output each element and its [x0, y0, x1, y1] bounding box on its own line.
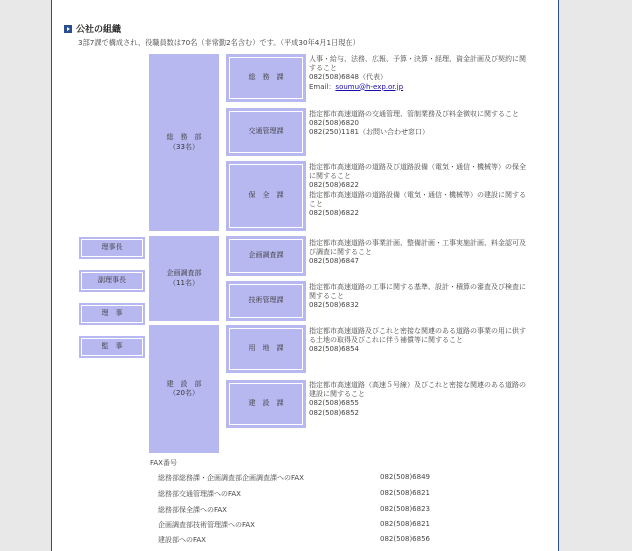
section-name: 技術管理課 — [248, 296, 284, 305]
phone-number: 082(508)6848（代表） — [309, 73, 387, 82]
phone-number: 082(508)6820 — [309, 119, 359, 128]
officer-label: 理事長 — [101, 243, 123, 252]
officer-box-vice-chairman — [79, 270, 145, 292]
email-label: Email： — [309, 82, 336, 91]
section-name: 保 全 課 — [248, 191, 284, 200]
section-description-construction — [309, 381, 527, 418]
section-heading — [64, 22, 121, 35]
heading-text: 公社の組織 — [76, 25, 122, 35]
email-line — [309, 83, 527, 92]
phone-number: 082(508)6832 — [309, 301, 359, 310]
section-name: 建 設 課 — [248, 399, 284, 408]
officer-label: 理 事 — [101, 309, 123, 318]
section-box-construction — [226, 380, 306, 428]
officer-box-auditor — [79, 336, 145, 358]
fax-title: FAX番号 — [150, 459, 177, 467]
department-box-construction — [149, 325, 219, 453]
department-name: 建 設 部 — [166, 379, 202, 388]
department-box-general-affairs — [149, 54, 219, 231]
phone-number: 082(508)6854 — [309, 345, 359, 354]
section-box-technical-management — [226, 281, 306, 321]
section-name: 総 務 課 — [248, 73, 284, 82]
section-description-traffic-management — [309, 110, 527, 138]
phone-number: 082(508)6852 — [309, 408, 359, 417]
section-description-general-affairs — [309, 55, 527, 92]
intro-text: 3部7課で構成され、役職員数は70名（非常勤2名含む）です。（平成30年4月1日現在） — [78, 38, 360, 47]
description-line: 人事・給与、法務、広報、予算・決算・経理、資金計画及び契約に関すること — [309, 55, 526, 73]
fax-label: 総務部交通管理課へのFAX — [158, 490, 241, 498]
officer-label: 監 事 — [101, 342, 123, 351]
section-box-maintenance — [226, 161, 306, 231]
fax-number: 082(508)6821 — [380, 489, 430, 497]
phone-number: 082(508)6822 — [309, 181, 359, 190]
fax-number: 082(508)6856 — [380, 535, 430, 543]
section-box-planning-survey — [226, 236, 306, 276]
description-line: 指定都市高速道路の事業計画、整備計画・工事実施計画、料金認可及び調査に関すること — [309, 239, 526, 257]
officer-box-director — [79, 303, 145, 325]
section-box-general-affairs — [226, 54, 306, 102]
fax-number: 082(508)6823 — [380, 505, 430, 513]
officer-box-chairman — [79, 237, 145, 259]
department-count: （11名） — [169, 278, 199, 287]
description-line: 指定都市高速道路（高速５号線）及びこれと密接な関連のある道路の建設に関すること — [309, 381, 526, 399]
section-name: 交通管理課 — [248, 127, 284, 136]
phone-number: 082(250)1181（お問い合わせ窓口） — [309, 128, 429, 137]
section-name: 用 地 課 — [248, 344, 284, 353]
description-line: 指定都市高速道路及びこれと密接な関連のある道路の事業の用に供する土地の取得及びこれに伴う補償等に関すること — [309, 327, 526, 345]
phone-number: 082(508)6855 — [309, 399, 359, 408]
section-description-technical-management — [309, 283, 527, 311]
section-name: 企画調査課 — [248, 251, 284, 260]
section-description-maintenance — [309, 163, 527, 218]
description-line: 指定都市高速道路の工事に関する基準、設計・積算の審査及び検査に関すること — [309, 283, 526, 301]
department-box-planning — [149, 236, 219, 321]
section-box-traffic-management — [226, 108, 306, 156]
description-line: 指定都市高速道路の交通管理、管制業務及び料金徴収に関すること — [309, 110, 519, 118]
fax-number: 082(508)6849 — [380, 473, 430, 481]
section-box-land — [226, 325, 306, 373]
section-description-planning-survey — [309, 239, 527, 267]
phone-number: 082(508)6847 — [309, 257, 359, 266]
department-name: 企画調査部 — [166, 269, 202, 278]
fax-label: 総務部保全課へのFAX — [158, 506, 227, 514]
officer-label: 副理事長 — [98, 276, 126, 285]
department-count: （33名） — [169, 142, 199, 151]
section-description-land — [309, 327, 527, 355]
email-link[interactable]: soumu@h-exp.or.jp — [335, 82, 404, 91]
fax-label: 企画調査部技術管理課へのFAX — [158, 521, 255, 529]
description-line: 指定都市高速道路の道路設備（電気・通信・機械等）の建設に関すること — [309, 190, 526, 208]
department-name: 総 務 部 — [166, 133, 202, 142]
arrow-right-icon — [64, 25, 72, 33]
fax-label: 建設部へのFAX — [158, 536, 206, 544]
description-line: 指定都市高速道路の道路及び道路設備（電気・通信・機械等）の保全に関すること — [309, 163, 526, 181]
fax-label: 総務部総務課・企画調査部企画調査課へのFAX — [158, 474, 304, 482]
fax-number: 082(508)6821 — [380, 520, 430, 528]
department-count: （20名） — [169, 389, 199, 397]
phone-number: 082(508)6822 — [309, 209, 359, 218]
